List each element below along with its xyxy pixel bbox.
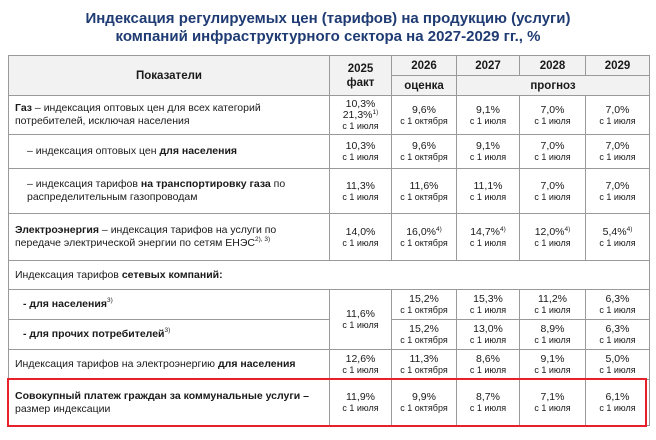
row-label-network (9, 261, 650, 290)
utility-2025-date: с 1 июля (342, 403, 379, 413)
electro-2026-value: 16,0% (406, 225, 436, 238)
electro-2029-value: 5,4% (602, 225, 627, 238)
electro-2028-date: с 1 июля (534, 237, 571, 248)
elec-pop-2026-value: 11,3% (409, 353, 439, 365)
elec-pop-2028-value: 9,1% (540, 353, 565, 365)
gas-2026-value: 9,6% (412, 103, 436, 116)
gas-pop-bold: для населения (159, 145, 238, 157)
cell-gas-tr-2029 (586, 169, 650, 214)
elec-pop-2027-date: с 1 июля (469, 365, 507, 375)
gas-2028-value: 7,0% (540, 103, 565, 116)
net-other-sup: 3) (164, 327, 171, 334)
net-other-2026-value: 15,2% (409, 323, 439, 335)
cell-gas-pop-2025 (330, 135, 392, 169)
net-pop-2028-value: 11,2% (538, 293, 567, 305)
gas-tr-2025-value: 11,3% (346, 179, 375, 192)
cell-gas-2029 (586, 96, 650, 135)
utility-2027-date: с 1 июля (469, 403, 507, 413)
gas-tr-2026-date: с 1 октября (400, 191, 448, 202)
elec-pop-2027-value: 8,6% (476, 353, 500, 365)
gas-tr-2027-date: с 1 июля (469, 191, 507, 202)
net-pop-sup: 3) (106, 297, 113, 304)
cell-gas-pop-2028 (520, 135, 586, 169)
page-title (0, 10, 656, 46)
elec-pop-pre: Индексация тарифов на электроэнергию (15, 358, 218, 370)
row-label-elec-pop (9, 350, 330, 380)
cell-elec-pop-2029 (586, 350, 650, 380)
gas-pop-2026-value: 9,6% (412, 140, 436, 152)
gas-pop-pre: – индексация оптовых цен (27, 145, 160, 157)
cell-net-pop-2029 (586, 290, 650, 320)
utility-bold: Совокупный платеж граждан за коммунальные услуги – (15, 389, 309, 402)
row-label-net-pop (9, 290, 330, 320)
cell-net-pop-2026 (392, 290, 457, 320)
cell-net-pop-2027 (457, 290, 520, 320)
gas-tr-2027-value: 11,1% (473, 179, 503, 192)
net-pop-2029-value: 6,3% (605, 293, 630, 305)
elec-pop-2029-value: 5,0% (605, 353, 630, 365)
cell-elec-pop-2025 (330, 350, 392, 380)
table-row-network-heading (9, 261, 650, 290)
row-label-utility (9, 380, 330, 426)
net-pop-2026-date: с 1 октября (400, 305, 448, 315)
electro-2027-sup: 4) (500, 225, 506, 233)
cell-electro-2028 (520, 214, 586, 261)
cell-gas-2027 (457, 96, 520, 135)
cell-elec-pop-2027 (457, 350, 520, 380)
net-other-2029-value: 6,3% (605, 323, 630, 335)
cell-electro-2029 (586, 214, 650, 261)
cell-net-pop-2028 (520, 290, 586, 320)
cell-electro-2026 (392, 214, 457, 261)
gas-2025-date: с 1 июля (342, 121, 379, 131)
title-line-2: компаний инфраструктурного сектора на 2027-2029 гг., % (115, 28, 541, 45)
electro-2029-sup: 4) (626, 225, 633, 233)
gas-2027-date: с 1 июля (469, 115, 507, 126)
utility-2029-value: 6,1% (605, 391, 630, 403)
elec-pop-2026-date: с 1 октября (400, 365, 448, 375)
net-pop-bold: - для населения (23, 298, 107, 310)
elec-pop-2029-date: с 1 июля (599, 365, 636, 375)
header-row-years (9, 56, 650, 76)
electro-2028-value: 12,0% (534, 225, 565, 238)
net-other-bold: - для прочих потребителей (23, 328, 165, 340)
net-other-2028-date: с 1 июля (534, 335, 571, 345)
electro-rest: – индексация тарифов на услуги по передаче электрической энергии по сетям ЕНЭС (15, 224, 277, 249)
net-other-2026-date: с 1 октября (400, 335, 448, 345)
elec-pop-bold: для населения (217, 358, 296, 370)
gas-2025-v2-sup: 1) (372, 109, 379, 116)
table-row-electricity-population (9, 350, 650, 380)
cell-gas-2026 (392, 96, 457, 135)
net-other-2028-value: 8,9% (540, 323, 565, 335)
cell-gas-tr-2027 (457, 169, 520, 214)
row-label-gas-transport (9, 169, 330, 214)
electro-2029-wrap (586, 227, 649, 238)
gas-tr-2025-date: с 1 июля (342, 191, 379, 202)
cell-utility-2025 (330, 380, 392, 426)
cell-net-2025 (330, 290, 392, 350)
table-row-network-population (9, 290, 650, 320)
gas-2029-date: с 1 июля (599, 115, 636, 126)
cell-gas-pop-2026 (392, 135, 457, 169)
header-estimate: оценка (392, 76, 457, 96)
gas-tr-bold: на транспортировку газа (140, 178, 271, 190)
row-label-gas (9, 96, 330, 135)
table-row-gas (9, 96, 650, 135)
table-row-network-other (9, 320, 650, 350)
table-row-gas-population (9, 135, 650, 169)
gas-pop-2026-date: с 1 октября (400, 152, 448, 162)
cell-gas-tr-2025 (330, 169, 392, 214)
header-2028: 2028 (520, 56, 586, 76)
gas-2027-value: 9,1% (476, 103, 500, 116)
gas-2025-v2: 21,3% (342, 109, 373, 121)
utility-2026-value: 9,9% (412, 391, 436, 403)
utility-2029-date: с 1 июля (599, 403, 636, 413)
electro-2029-date: с 1 июля (599, 237, 636, 248)
electro-2026-sup: 4) (436, 225, 442, 233)
gas-tr-pre: – индексация тарифов (27, 178, 141, 190)
gas-pop-2027-date: с 1 июля (469, 152, 507, 162)
utility-2028-date: с 1 июля (534, 403, 571, 413)
utility-2026-date: с 1 октября (400, 403, 448, 413)
header-2025-year: 2025 (347, 62, 374, 75)
cell-utility-2027 (457, 380, 520, 426)
tariff-indexation-table (8, 55, 650, 426)
header-indicators: Показатели (9, 56, 330, 96)
title-line-1: Индексация регулируемых цен (тарифов) на продукцию (услуги) (85, 10, 571, 27)
gas-pop-2025-date: с 1 июля (342, 152, 379, 162)
cell-net-other-2026 (392, 320, 457, 350)
table-row-utility-payment (9, 380, 650, 426)
gas-pop-2028-date: с 1 июля (534, 152, 571, 162)
cell-net-other-2028 (520, 320, 586, 350)
header-2026: 2026 (392, 56, 457, 76)
elec-pop-2025-value: 12,6% (345, 353, 376, 365)
cell-electro-2027 (457, 214, 520, 261)
electro-2025-value: 14,0% (345, 225, 376, 238)
gas-tr-2029-value: 7,0% (605, 179, 630, 192)
row-label-net-other (9, 320, 330, 350)
cell-electro-2025 (330, 214, 392, 261)
gas-2026-date: с 1 октября (400, 115, 448, 126)
gas-pop-2028-value: 7,0% (540, 140, 565, 152)
electro-2027-wrap (457, 227, 519, 238)
cell-gas-tr-2028 (520, 169, 586, 214)
gas-2029-value: 7,0% (605, 103, 630, 116)
gas-pop-2025-value: 10,3% (345, 140, 376, 152)
gas-2025-v1: 10,3% (345, 98, 376, 110)
gas-tr-2028-date: с 1 июля (534, 191, 571, 202)
gas-tr-2028-value: 7,0% (540, 179, 565, 192)
cell-gas-pop-2029 (586, 135, 650, 169)
gas-2028-date: с 1 июля (534, 115, 571, 126)
cell-net-other-2029 (586, 320, 650, 350)
cell-elec-pop-2028 (520, 350, 586, 380)
utility-2025-value: 11,9% (346, 391, 375, 403)
row-label-electricity (9, 214, 330, 261)
gas-pop-2029-value: 7,0% (605, 140, 630, 152)
electro-2028-wrap (520, 227, 585, 238)
electro-2026-date: с 1 октября (400, 237, 448, 248)
table-row-electricity (9, 214, 650, 261)
electro-2026-wrap (392, 227, 456, 238)
net-2025-value: 11,6% (346, 308, 375, 320)
cell-gas-2028 (520, 96, 586, 135)
elec-pop-2028-date: с 1 июля (534, 365, 571, 375)
net-other-2029-date: с 1 июля (599, 335, 636, 345)
electro-2028-sup: 4) (564, 225, 571, 233)
electro-bold: Электроэнергия (15, 224, 100, 236)
header-2025-fact: факт (346, 76, 375, 89)
gas-tr-2029-date: с 1 июля (599, 191, 636, 202)
elec-pop-2025-date: с 1 июля (342, 365, 379, 375)
header-2025 (330, 56, 392, 96)
cell-gas-tr-2026 (392, 169, 457, 214)
gas-pop-2029-date: с 1 июля (599, 152, 636, 162)
cell-gas-pop-2027 (457, 135, 520, 169)
cell-utility-2026 (392, 380, 457, 426)
table-row-gas-transport (9, 169, 650, 214)
header-2027: 2027 (457, 56, 520, 76)
utility-2027-value: 8,7% (476, 391, 500, 403)
cell-utility-2028 (520, 380, 586, 426)
header-forecast: прогноз (457, 76, 650, 96)
cell-elec-pop-2026 (392, 350, 457, 380)
network-bold: сетевых компаний: (121, 268, 223, 281)
network-pre: Индексация тарифов (15, 268, 122, 281)
electro-sup: 2), 3) (255, 236, 271, 243)
utility-2028-value: 7,1% (540, 391, 565, 403)
gas-rest: – индексация оптовых цен для всех категорий потребителей, исключая населения (15, 102, 261, 127)
electro-2027-date: с 1 июля (469, 237, 507, 248)
cell-utility-2029 (586, 380, 650, 426)
net-pop-2027-date: с 1 июля (469, 305, 507, 315)
gas-tr-rest: по распределительным газопроводам (27, 178, 286, 203)
gas-bold: Газ (15, 102, 33, 114)
gas-pop-2027-value: 9,1% (476, 140, 500, 152)
gas-2025-v2-wrap (330, 110, 391, 121)
net-pop-2028-date: с 1 июля (534, 305, 571, 315)
utility-rest: размер индексации (15, 402, 111, 415)
cell-gas-2025 (330, 96, 392, 135)
electro-2025-date: с 1 июля (342, 237, 379, 248)
electro-2027-value: 14,7% (470, 225, 500, 238)
cell-net-other-2027 (457, 320, 520, 350)
gas-tr-2026-value: 11,6% (409, 179, 439, 192)
net-pop-2026-value: 15,2% (409, 293, 439, 305)
net-2025-date: с 1 июля (342, 320, 379, 330)
header-2029: 2029 (586, 56, 650, 76)
row-label-gas-population (9, 135, 330, 169)
net-other-2027-value: 13,0% (473, 323, 503, 335)
net-pop-2029-date: с 1 июля (599, 305, 636, 315)
net-other-2027-date: с 1 июля (469, 335, 507, 345)
net-pop-2027-value: 15,3% (473, 293, 503, 305)
